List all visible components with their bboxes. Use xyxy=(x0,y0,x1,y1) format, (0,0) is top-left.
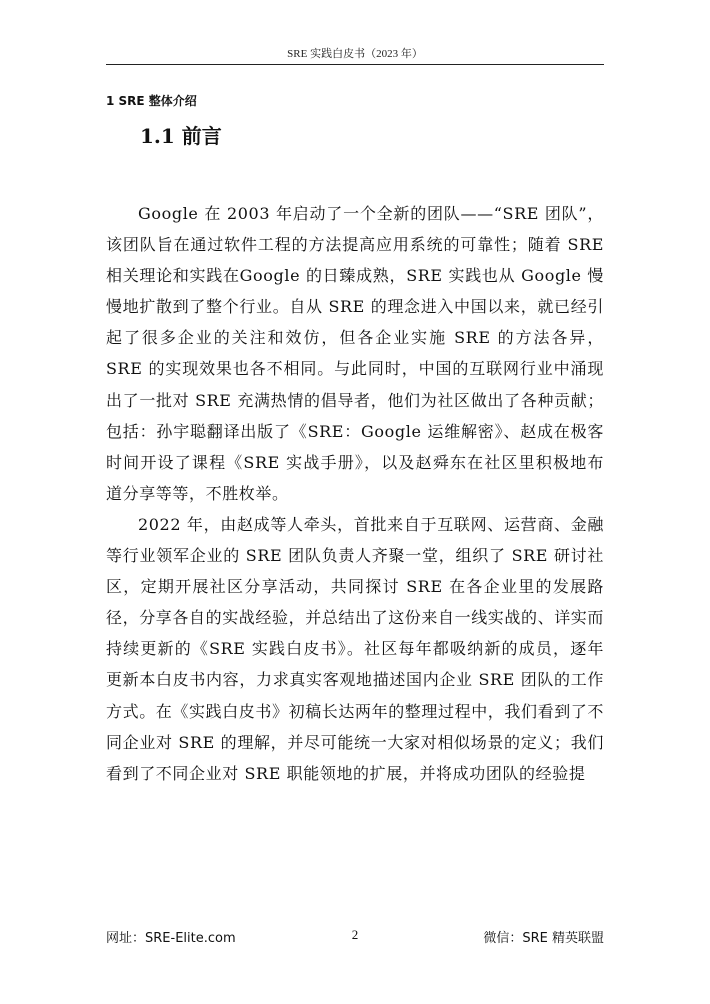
body-text xyxy=(106,198,604,789)
section-heading: 1.1 前言 xyxy=(140,124,222,148)
footer-wechat: 微信：SRE 精英联盟 xyxy=(483,931,604,946)
header-divider xyxy=(106,64,604,65)
footer-website: 网址：SRE-Elite.com xyxy=(106,931,236,946)
section-label: 1 SRE 整体介绍 xyxy=(106,94,197,108)
footer-page-number: 2 xyxy=(351,927,359,942)
paragraph-2: 2022 年，由赵成等人牵头，首批来自于互联网、运营商、金融等行业领军企业的 SRE 团队负责人齐聚一堂，组织了 SRE 研讨社区，定期开展社区分享活动，共同探讨 SRE 在各企业里的发展路径，分享各自的实战经验，并总结出了这份来自一线实战的、详实而持续更新的《SRE 实践白皮书》。社区每年都吸纳新的成员，逐年更新本白皮书内容，力求真实客观地描述国内企业 SRE 团队的工作方式。在《实践白皮书》初稿长达两年的整理过程中，我们看到了不同企业对 SRE 的理解，并尽可能统一大家对相似场景的定义；我们看到了不同企业对 SRE 职能领地的扩展，并将成功团队的经验提 xyxy=(106,514,605,783)
page-header-title: SRE 实践白皮书（2023 年） xyxy=(287,48,423,60)
paragraph-1: Google 在 2003 年启动了一个全新的团队——“SRE 团队”，该团队旨在通过软件工程的方法提高应用系统的可靠性；随着 SRE 相关理论和实践在Google 的日臻成熟，SRE 实践也从 Google 慢慢地扩散到了整个行业。自从 SRE 的理念进入中国以来，就已经引起了很多企业的关注和效仿，但各企业实施 SRE 的方法各异，SRE 的实现效果也各不相同。与此同时，中国的互联网行业中涌现出了一批对 SRE 充满热情的倡导者，他们为社区做出了各种贡献；包括：孙宇聪翻译出版了《SRE：Google 运维解密》、赵成在极客时间开设了课程《SRE 实战手册》，以及赵舜东在社区里积极地布道分享等等，不胜枚举。 xyxy=(106,204,604,503)
